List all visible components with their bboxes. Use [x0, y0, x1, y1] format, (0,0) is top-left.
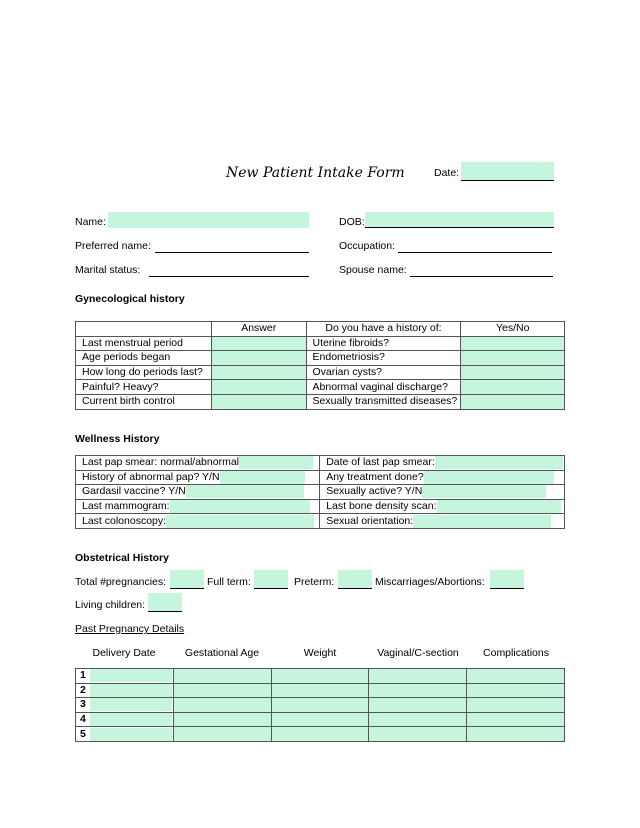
wellness-left-cell	[76, 514, 320, 529]
table-row	[76, 683, 565, 698]
full-term-label: Full term:	[207, 576, 251, 588]
delivery-date-field[interactable]	[90, 728, 172, 741]
gyn-header-yesno: Yes/No	[461, 322, 565, 337]
wellness-right-cell	[320, 499, 565, 514]
delivery-type-field[interactable]	[369, 669, 467, 684]
table-row	[76, 669, 565, 684]
occupation-label: Occupation:	[339, 240, 396, 252]
gyn-answer-field[interactable]	[211, 336, 306, 351]
gyn-answer-field[interactable]	[211, 365, 306, 380]
table-row	[76, 727, 565, 742]
delivery-date-field[interactable]	[90, 684, 172, 697]
pregnancy-number-cell	[76, 727, 174, 742]
gyn-yesno-field[interactable]	[461, 336, 565, 351]
gyn-answer-field[interactable]	[211, 394, 306, 409]
wellness-left-cell	[76, 485, 320, 500]
wellness-right-label: Any treatment done?	[326, 470, 424, 483]
gyn-answer-field[interactable]	[211, 380, 306, 395]
gestational-age-field[interactable]	[173, 727, 271, 742]
spouse-name-label: Spouse name:	[339, 264, 407, 276]
wellness-left-label: Last pap smear: normal/abnormal	[82, 456, 239, 469]
col-gestational-age: Gestational Age	[184, 647, 260, 659]
dob-field[interactable]	[365, 212, 554, 228]
wellness-left-field[interactable]	[220, 471, 305, 484]
table-row	[76, 380, 565, 395]
table-row	[76, 394, 565, 409]
gyn-header-row	[76, 322, 565, 337]
occupation-field[interactable]	[398, 238, 552, 253]
wellness-left-label: Gardasil vaccine? Y/N	[82, 485, 186, 498]
preferred-name-label: Preferred name:	[75, 240, 151, 252]
weight-field[interactable]	[271, 727, 369, 742]
total-pregnancies-label: Total #pregnancies:	[75, 576, 167, 588]
weight-field[interactable]	[271, 669, 369, 684]
wellness-right-cell	[320, 485, 565, 500]
wellness-right-cell	[320, 514, 565, 529]
wellness-right-label: Sexual orientation:	[326, 514, 414, 527]
gyn-yesno-field[interactable]	[461, 380, 565, 395]
table-row	[76, 456, 565, 471]
row-number: 2	[80, 683, 86, 696]
row-number: 3	[80, 698, 86, 711]
pregnancy-number-cell	[76, 712, 174, 727]
wellness-right-field[interactable]	[437, 500, 561, 513]
spouse-name-field[interactable]	[410, 262, 553, 277]
delivery-date-field[interactable]	[90, 698, 172, 711]
gyn-history-item: Endometriosis?	[306, 351, 461, 366]
table-row	[76, 351, 565, 366]
wellness-left-field[interactable]	[239, 456, 313, 469]
gyn-question: How long do periods last?	[76, 365, 212, 380]
preterm-field[interactable]	[338, 570, 372, 589]
wellness-left-cell	[76, 456, 320, 471]
table-row	[76, 712, 565, 727]
gyn-header-history: Do you have a history of:	[306, 322, 461, 337]
col-complications: Complications	[483, 647, 549, 659]
delivery-date-field[interactable]	[90, 713, 172, 726]
delivery-type-field[interactable]	[369, 712, 467, 727]
pregnancy-number-cell	[76, 669, 174, 684]
gyn-yesno-field[interactable]	[461, 394, 565, 409]
gestational-age-field[interactable]	[173, 669, 271, 684]
wellness-right-field[interactable]	[435, 456, 563, 469]
preterm-label: Preterm:	[294, 576, 335, 588]
wellness-right-field[interactable]	[422, 485, 546, 498]
gyn-heading: Gynecological history	[75, 293, 185, 305]
gestational-age-field[interactable]	[173, 698, 271, 713]
wellness-left-cell	[76, 470, 320, 485]
gyn-question: Painful? Heavy?	[76, 380, 212, 395]
date-label: Date:	[434, 167, 460, 179]
full-term-field[interactable]	[254, 570, 288, 589]
weight-field[interactable]	[271, 712, 369, 727]
wellness-left-label: Last colonoscopy:	[82, 514, 167, 527]
pregnancy-number-cell	[76, 683, 174, 698]
complications-field[interactable]	[467, 669, 565, 684]
delivery-type-field[interactable]	[369, 698, 467, 713]
past-pregnancy-heading: Past Pregnancy Details	[75, 623, 185, 635]
wellness-right-cell	[320, 470, 565, 485]
delivery-type-field[interactable]	[369, 683, 467, 698]
wellness-left-field[interactable]	[186, 485, 304, 498]
marital-status-label: Marital status:	[75, 264, 141, 276]
total-pregnancies-field[interactable]	[170, 570, 204, 589]
complications-field[interactable]	[467, 683, 565, 698]
marital-status-field[interactable]	[149, 262, 309, 277]
wellness-left-cell	[76, 499, 320, 514]
delivery-type-field[interactable]	[369, 727, 467, 742]
wellness-left-label: Last mammogram:	[82, 500, 170, 513]
row-number: 1	[80, 669, 86, 682]
col-delivery-type: Vaginal/C-section	[377, 647, 459, 659]
gyn-header-empty	[76, 322, 212, 337]
table-row	[76, 365, 565, 380]
complications-field[interactable]	[467, 727, 565, 742]
wellness-table	[75, 455, 565, 529]
gyn-history-item: Uterine fibroids?	[306, 336, 461, 351]
wellness-left-field[interactable]	[166, 515, 314, 528]
form-title: New Patient Intake Form	[226, 165, 405, 181]
wellness-right-label: Last bone density scan:	[326, 500, 437, 513]
col-weight: Weight	[303, 647, 337, 659]
table-row	[76, 698, 565, 713]
wellness-right-field[interactable]	[424, 471, 554, 484]
gyn-header-answer: Answer	[211, 322, 306, 337]
pregnancy-table	[75, 668, 565, 742]
gyn-yesno-field[interactable]	[461, 351, 565, 366]
gyn-question: Age periods began	[76, 351, 212, 366]
gyn-answer-field[interactable]	[211, 351, 306, 366]
gyn-question: Last menstrual period	[76, 336, 212, 351]
gyn-history-item: Sexually transmitted diseases?	[306, 394, 461, 409]
table-row	[76, 499, 565, 514]
gyn-yesno-field[interactable]	[461, 365, 565, 380]
name-field[interactable]	[108, 212, 309, 228]
wellness-right-label: Date of last pap smear:	[326, 456, 435, 469]
complications-field[interactable]	[467, 698, 565, 713]
gyn-history-item: Abnormal vaginal discharge?	[306, 380, 461, 395]
row-number: 4	[80, 713, 86, 726]
living-children-label: Living children:	[75, 599, 146, 611]
row-number: 5	[80, 727, 86, 740]
date-field[interactable]	[461, 162, 554, 181]
gestational-age-field[interactable]	[173, 712, 271, 727]
table-row	[76, 336, 565, 351]
wellness-heading: Wellness History	[75, 433, 160, 445]
preferred-name-field[interactable]	[155, 238, 309, 253]
living-children-field[interactable]	[148, 593, 182, 612]
wellness-right-cell	[320, 456, 565, 471]
gestational-age-field[interactable]	[173, 683, 271, 698]
gyn-history-item: Ovarian cysts?	[306, 365, 461, 380]
gyn-question: Current birth control	[76, 394, 212, 409]
wellness-left-label: History of abnormal pap? Y/N	[82, 470, 220, 483]
col-delivery-date: Delivery Date	[92, 647, 156, 659]
table-row	[76, 485, 565, 500]
weight-field[interactable]	[271, 683, 369, 698]
table-row	[76, 470, 565, 485]
wellness-right-label: Sexually active? Y/N	[326, 485, 423, 498]
pregnancy-number-cell	[76, 698, 174, 713]
miscarriages-field[interactable]	[490, 570, 524, 589]
dob-label: DOB:	[339, 216, 365, 228]
complications-field[interactable]	[467, 712, 565, 727]
wellness-left-field[interactable]	[170, 500, 310, 513]
miscarriages-label: Miscarriages/Abortions:	[375, 576, 485, 588]
pregnancy-column-headers	[75, 647, 565, 659]
table-row	[76, 514, 565, 529]
obstetrical-heading: Obstetrical History	[75, 552, 169, 564]
delivery-date-field[interactable]	[90, 669, 172, 682]
weight-field[interactable]	[271, 698, 369, 713]
name-label: Name:	[75, 216, 106, 228]
wellness-right-field[interactable]	[413, 515, 551, 528]
gyn-table	[75, 321, 565, 410]
